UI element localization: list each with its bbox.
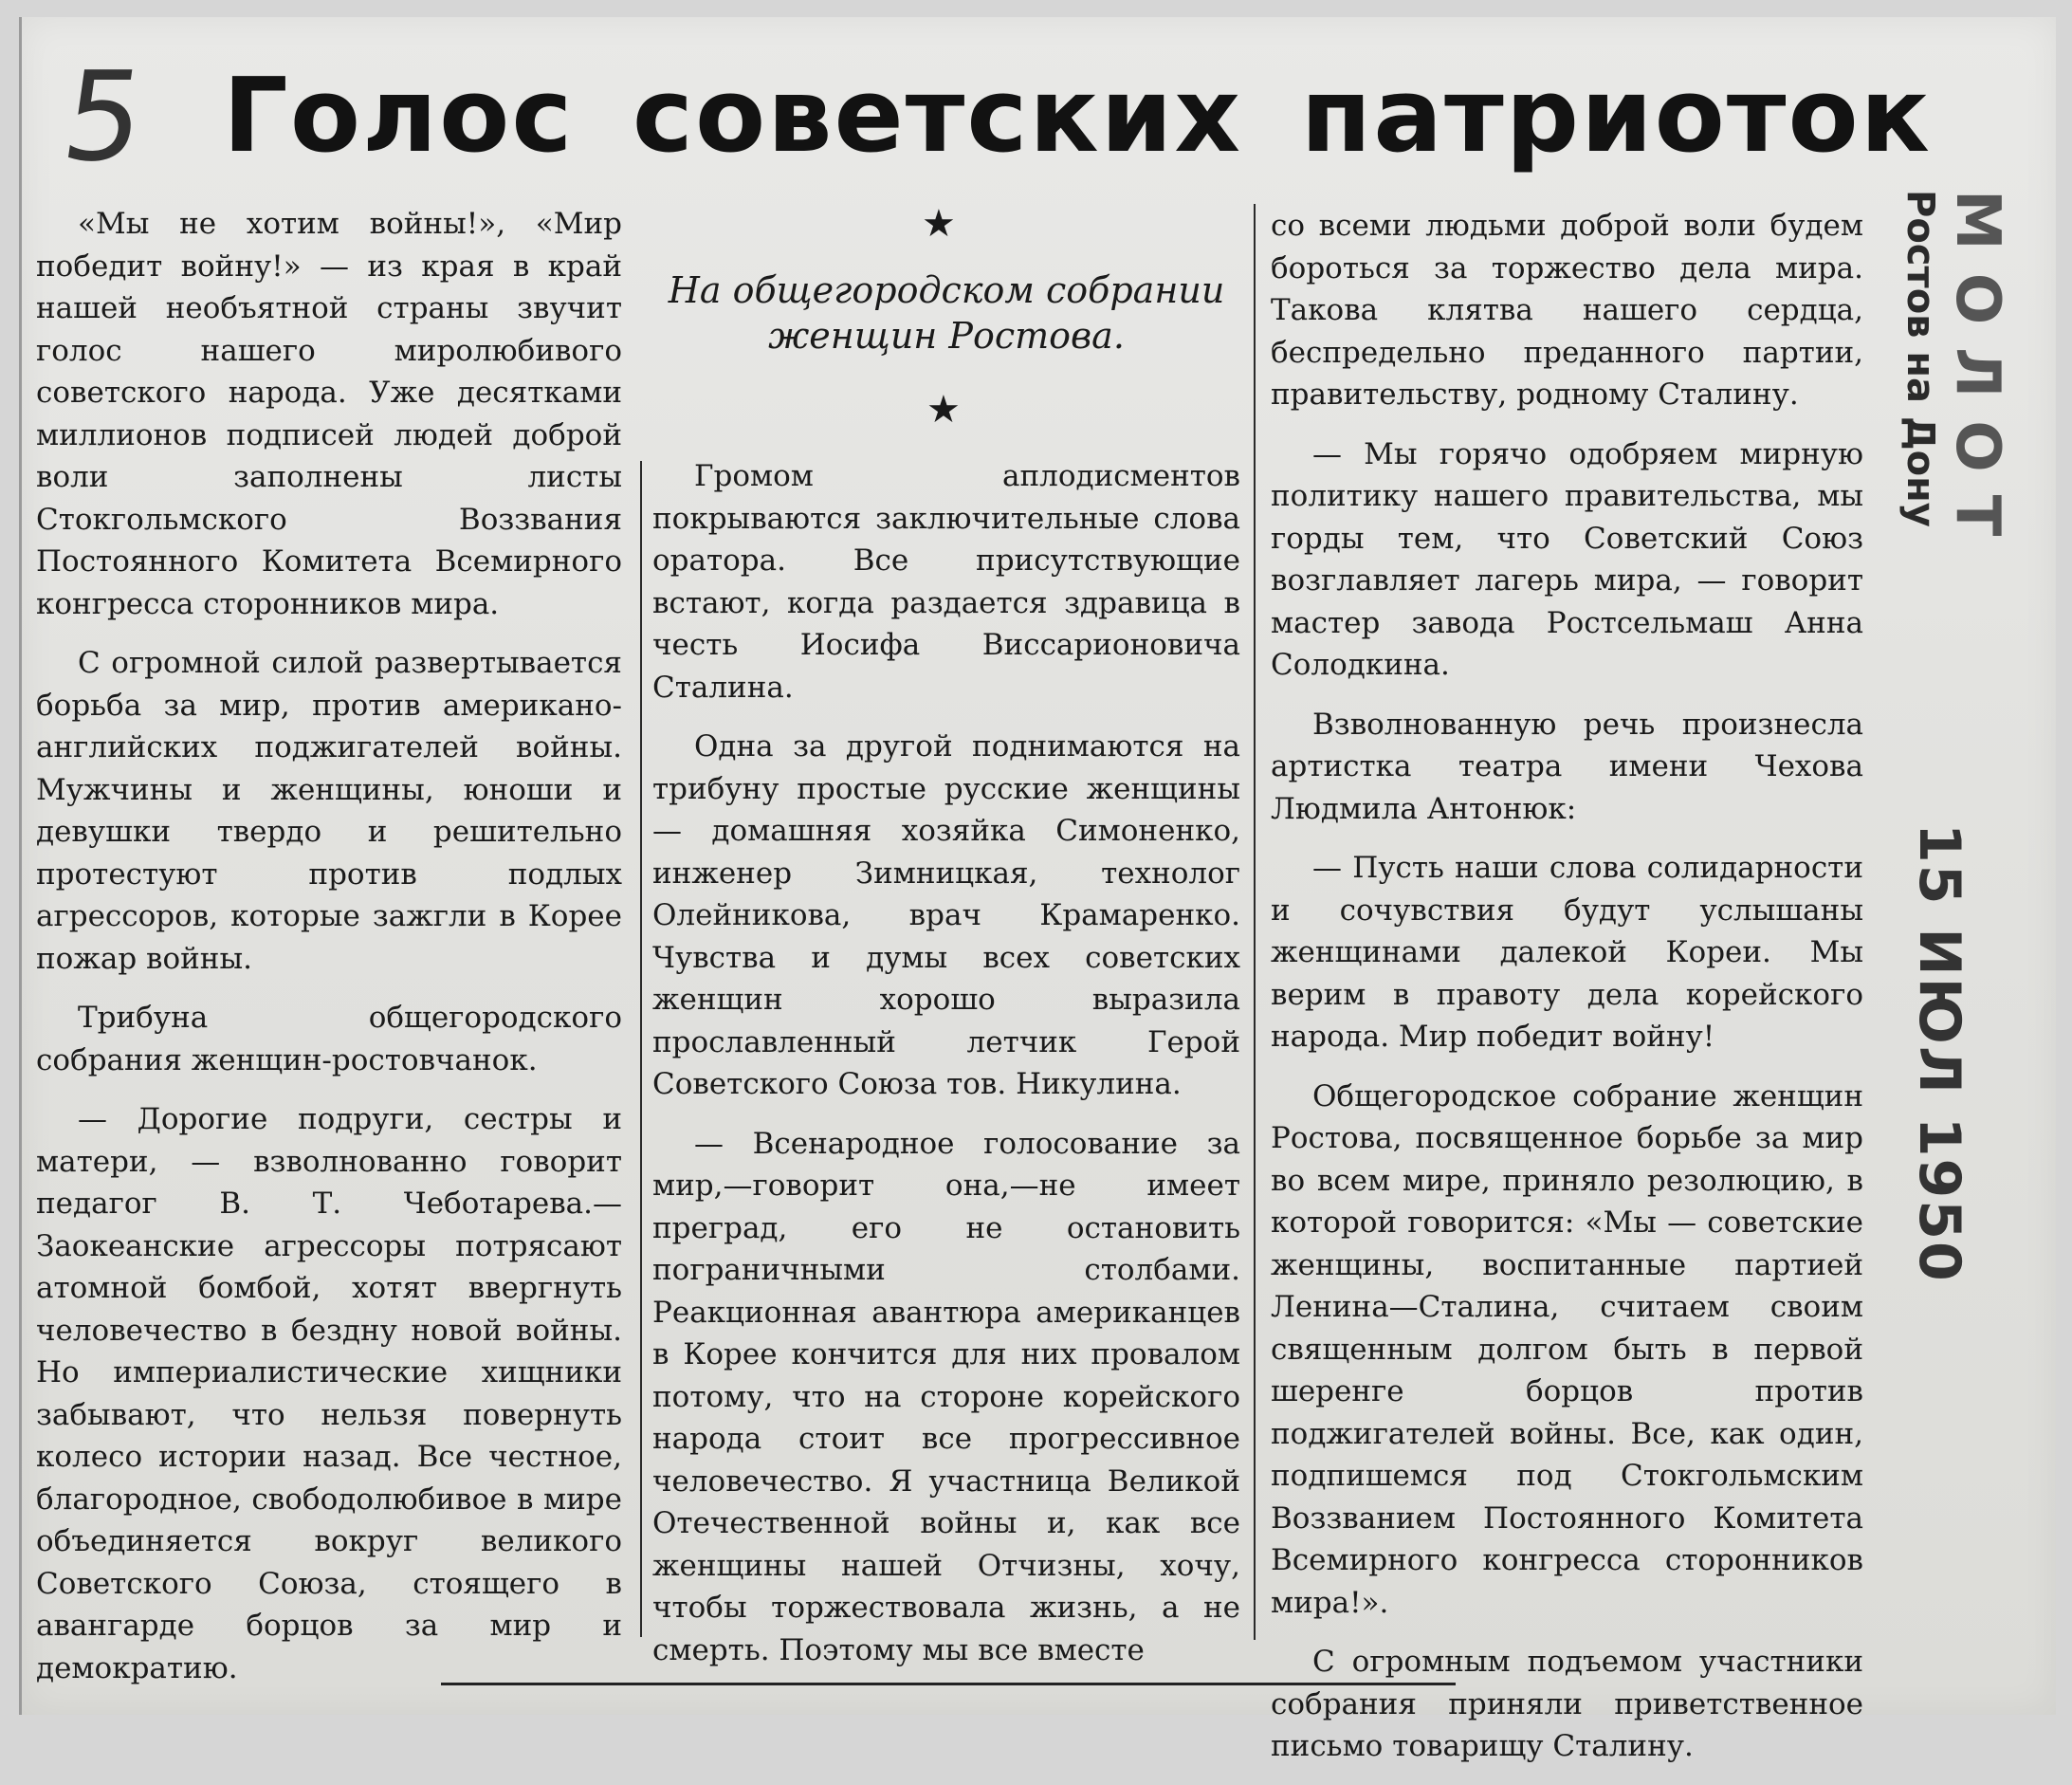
article-column-2 — [652, 455, 1240, 1688]
paragraph: С огромной силой развертывается борьба за мир, против американо-английских поджигателей войны. Мужчины и женщины, юноши и девушки твердо и решительно протестуют против подлых агрессоров, которые зажгли в Корее пожар войны. — [36, 646, 622, 976]
paragraph: — Мы горячо одобряем мирную политику нашего правительства, мы горды тем, что Советский Союз возглавляет лагерь мира, — говорит мастер завода Ростсельмаш Анна Солодкина. — [1271, 436, 1863, 682]
column-divider — [640, 461, 642, 1637]
paragraph: со всеми людьми доброй воли будем бороться за торжество дела мира. Такова клятва нашего сердца, беспредельно преданного партии, правительству, родному Сталину. — [1271, 209, 1863, 412]
stamp-newspaper-name: МОЛОТ — [1942, 190, 2012, 560]
article-column-1 — [36, 203, 622, 1706]
headline: Голос советских патриоток — [223, 57, 1932, 175]
star-icon: ★ — [926, 388, 961, 432]
stamp-city: Ростов на Дону — [1898, 190, 1942, 527]
paragraph: — Пусть наши слова солидарности и сочувствия будут услышаны женщинами далекой Кореи. Мы верим в правоту дела корейского народа. Мир победит войну! — [1271, 851, 1863, 1054]
article-column-3 — [1271, 205, 1863, 1785]
paragraph: Одна за другой поднимаются на трибуну простые русские женщины — домашняя хозяйка Симоненко, инженер Зимницкая, технолог Олейникова, врач Крамаренко. Чувства и думы всех советских женщин хорошо выразила прославленный летчик Герой Советского Союза тов. Никулина. — [652, 729, 1240, 1101]
paragraph: «Мы не хотим войны!», «Мир победит войну!» — из края в край нашей необъятной страны звучит голос нашего миролюбивого советского народа. Уже десятками миллионов подписей людей доброй воли заполнены листы Стокгольмского Воззвания Постоянного Комитета Всемирного конгресса сторонников мира. — [36, 207, 622, 621]
paragraph: Взволнованную речь произнесла артистка театра имени Чехова Людмила Антонюк: — [1271, 707, 1863, 826]
paragraph: — Всенародное голосование за мир,—говорит она,—не имеет преград, его не остановить пограничными столбами. Реакционная авантюра американцев в Корее кончится для них провалом потому, что на стороне корейского народа стоит все прогрессивное человечество. Я участница Великой Отечественной войны и, как все женщины нашей Отчизны, хочу, чтобы торжествовала жизнь, а не смерть. Поэтому мы все вместе — [652, 1126, 1240, 1667]
paragraph: Трибуна общегородского собрания женщин-ростовчанок. — [36, 1001, 622, 1077]
handwritten-page-number: 5 — [54, 45, 154, 189]
paragraph: — Дорогие подруги, сестры и матери, — взволнованно говорит педагог В. Т. Чеботарева.—Заокеанские агрессоры потрясают атомной бомбой, хотят ввергнуть человечество в бездну новой войны. Но империалистические хищники забывают, что нельзя повернуть колесо истории назад. Все честное, благородное, свободолюбивое в мире объединяется вокруг великого Советского Союза, стоящего в авангарде борцов за мир и демократию. — [36, 1102, 622, 1685]
stamp-date: 15 ИЮЛ 1950 — [1906, 823, 1972, 1283]
paragraph: Общегородское собрание женщин Ростова, посвященное борьбе за мир во всем мире, приняло резолюцию, в которой говорится: «Мы — советские женщины, воспитанные партией Ленина—Сталина, считаем своим священным долгом быть в первой шеренге борцов против поджигателей войны. Все, как один, подпишемся под Стокгольмским Воззванием Постоянного Комитета Всемирного конгресса сторонников мира!». — [1271, 1078, 1863, 1620]
paragraph: Громом аплодисментов покрываются заключительные слова оратора. Все присутствующие встают, когда раздается здравица в честь Иосифа Виссарионовича Сталина. — [652, 459, 1240, 705]
subheading: На общегородском собрании женщин Ростова. — [668, 269, 1225, 357]
column-divider — [1254, 204, 1256, 1640]
star-icon: ★ — [922, 202, 956, 246]
bottom-rule — [441, 1683, 1456, 1685]
paragraph: С огромным подъемом участники собрания приняли приветственное письмо товарищу Сталину. — [1271, 1645, 1863, 1763]
